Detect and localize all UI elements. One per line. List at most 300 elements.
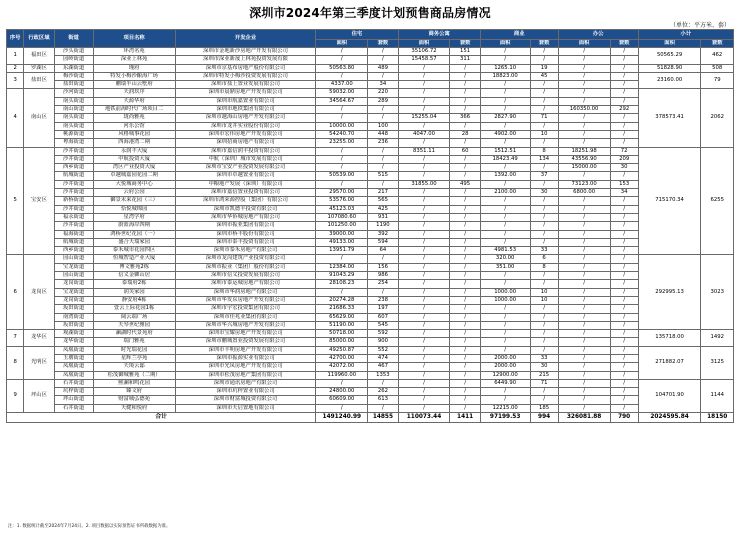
apt-area-cell: / <box>398 197 450 205</box>
res-area-cell: / <box>316 114 368 122</box>
res-units-cell: 545 <box>368 321 398 329</box>
com-units-cell: / <box>530 305 558 313</box>
developer-cell: 深圳市龙井实业股份有限公司 <box>175 122 316 130</box>
project-cell: 瑾府 <box>93 64 175 72</box>
off-units-cell: 153 <box>610 180 638 188</box>
apt-units-cell: 495 <box>450 180 480 188</box>
total-res-area: 1491240.99 <box>316 413 368 423</box>
total-apt-area: 110073.44 <box>398 413 450 423</box>
apt-units-cell: / <box>450 197 480 205</box>
col-res-area: 面积 <box>316 40 368 48</box>
col-com-units: 套数 <box>530 40 558 48</box>
res-units-cell: 392 <box>368 230 398 238</box>
com-units-cell: 134 <box>530 155 558 163</box>
developer-cell: 深圳市嘉信置业投资有限公司 <box>175 189 316 197</box>
res-units-cell: / <box>368 164 398 172</box>
street-cell: 南山街道 <box>54 106 93 114</box>
subtotal-area-cell: 50565.29 <box>638 48 701 65</box>
apt-area-cell: / <box>398 97 450 105</box>
project-cell: 鹏瑞半山云墅府 <box>93 81 175 89</box>
off-area-cell: / <box>558 172 610 180</box>
col-commercial: 商业 <box>480 30 558 40</box>
res-area-cell: 107080.60 <box>316 213 368 221</box>
table-row <box>7 155 734 163</box>
table-row <box>7 404 734 412</box>
apt-area-cell: / <box>398 296 450 304</box>
apt-area-cell: / <box>398 354 450 362</box>
apt-units-cell: / <box>450 388 480 396</box>
subtotal-units-cell: 3023 <box>701 255 734 330</box>
apt-area-cell: / <box>398 222 450 230</box>
res-units-cell: / <box>368 404 398 412</box>
seq-cell: 4 <box>7 89 24 147</box>
street-cell: 梅沙街道 <box>54 72 93 80</box>
off-area-cell: / <box>558 205 610 213</box>
com-area-cell: / <box>480 280 530 288</box>
off-units-cell: / <box>610 238 638 246</box>
off-units-cell: 209 <box>610 155 638 163</box>
apt-units-cell: / <box>450 238 480 246</box>
street-cell: 南湾街道 <box>54 313 93 321</box>
res-units-cell: 489 <box>368 64 398 72</box>
com-units-cell: / <box>530 89 558 97</box>
table-row <box>7 371 734 379</box>
district-cell: 盐田区 <box>24 72 54 89</box>
table-row <box>7 321 734 329</box>
table-row <box>7 313 734 321</box>
table-row <box>7 354 734 362</box>
com-units-cell: 10 <box>530 130 558 138</box>
project-cell: 天源华府 <box>93 97 175 105</box>
col-project: 项目名称 <box>93 30 175 48</box>
apt-area-cell: / <box>398 346 450 354</box>
subtotal-area-cell: 23160.00 <box>638 72 701 89</box>
off-area-cell: 73123.00 <box>558 180 610 188</box>
res-units-cell: 594 <box>368 238 398 246</box>
com-area-cell: / <box>480 305 530 313</box>
off-area-cell: / <box>558 255 610 263</box>
table-row <box>7 89 734 97</box>
res-units-cell: 931 <box>368 213 398 221</box>
com-units-cell: 30 <box>530 363 558 371</box>
apt-units-cell: / <box>450 363 480 371</box>
res-area-cell: / <box>316 48 368 56</box>
com-units-cell: / <box>530 48 558 56</box>
off-units-cell: / <box>610 81 638 89</box>
off-area-cell: / <box>558 56 610 64</box>
project-cell: 四海港湾二期 <box>93 139 175 147</box>
com-area-cell: / <box>480 89 530 97</box>
com-area-cell: 2000.00 <box>480 354 530 362</box>
project-cell: 星湾学府 <box>93 213 175 221</box>
developer-cell: 深圳市振业（集团）股份有限公司 <box>175 263 316 271</box>
com-area-cell: / <box>480 213 530 221</box>
com-area-cell: 2827.90 <box>480 114 530 122</box>
off-units-cell: / <box>610 363 638 371</box>
off-units-cell: / <box>610 72 638 80</box>
res-units-cell: 156 <box>368 263 398 271</box>
apt-area-cell: / <box>398 305 450 313</box>
developer-cell: 深圳市宝安产业投资发展有限公司 <box>175 164 316 172</box>
res-area-cell: 53576.00 <box>316 197 368 205</box>
col-seq: 序号 <box>7 30 24 48</box>
table-row <box>7 288 734 296</box>
com-units-cell: 185 <box>530 404 558 412</box>
res-units-cell: 515 <box>368 172 398 180</box>
apt-area-cell: / <box>398 213 450 221</box>
developer-cell: 深圳市龙岗建筑产业投资有限公司 <box>175 255 316 263</box>
street-cell: 园山街道 <box>54 272 93 280</box>
res-area-cell: 65629.00 <box>316 313 368 321</box>
apt-units-cell: / <box>450 280 480 288</box>
project-cell: 星辉兰亭苑 <box>93 354 175 362</box>
apt-units-cell: / <box>450 288 480 296</box>
res-units-cell: 34 <box>368 81 398 89</box>
com-area-cell: / <box>480 321 530 329</box>
res-units-cell: 254 <box>368 280 398 288</box>
apt-units-cell: / <box>450 313 480 321</box>
total-row <box>7 413 734 423</box>
total-label: 合计 <box>7 413 316 423</box>
res-units-cell: 1190 <box>368 222 398 230</box>
apt-units-cell: 311 <box>450 56 480 64</box>
developer-cell: 深圳市泰运城房地产有限公司 <box>175 280 316 288</box>
apt-area-cell: / <box>398 189 450 197</box>
res-units-cell: 217 <box>368 189 398 197</box>
off-area-cell: / <box>558 354 610 362</box>
apt-area-cell: / <box>398 288 450 296</box>
developer-cell: 深圳市松茂房地产集团有限公司 <box>175 371 316 379</box>
apt-area-cell: 31855.00 <box>398 180 450 188</box>
res-area-cell: / <box>316 255 368 263</box>
developer-cell: 深圳市宇宏投资集团有限公司 <box>175 305 316 313</box>
res-units-cell: / <box>368 288 398 296</box>
res-area-cell: 29570.00 <box>316 189 368 197</box>
table-row <box>7 255 734 263</box>
project-cell: 云府公园 <box>93 189 175 197</box>
off-area-cell: 6800.00 <box>558 189 610 197</box>
apt-units-cell: / <box>450 97 480 105</box>
developer-cell: 深圳市坑梓置业有限公司 <box>175 388 316 396</box>
apt-area-cell: 35106.72 <box>398 48 450 56</box>
table-row <box>7 106 734 114</box>
apt-units-cell: / <box>450 255 480 263</box>
res-units-cell: 565 <box>368 197 398 205</box>
com-area-cell: / <box>480 164 530 172</box>
off-units-cell: / <box>610 404 638 412</box>
res-area-cell: 85000.00 <box>316 338 368 346</box>
com-units-cell: / <box>530 97 558 105</box>
apt-units-cell: / <box>450 72 480 80</box>
apt-area-cell: / <box>398 263 450 271</box>
footnote: 注：1. 数据统计截至2024年7月24日。2. 项目数据以实际预售证书所载数据为准。 <box>8 524 171 529</box>
res-area-cell: / <box>316 147 368 155</box>
com-area-cell: 12215.00 <box>480 404 530 412</box>
apt-area-cell: / <box>398 313 450 321</box>
project-cell: 大悦城商务中心 <box>93 180 175 188</box>
project-cell: 地铁前海时代广场项目二 <box>93 106 175 114</box>
off-units-cell: 34 <box>610 189 638 197</box>
apt-units-cell: / <box>450 404 480 412</box>
com-area-cell: 2100.00 <box>480 189 530 197</box>
apt-units-cell: / <box>450 272 480 280</box>
street-cell: 新桥街道 <box>54 197 93 205</box>
project-cell: 风格城事花园 <box>93 130 175 138</box>
table-row <box>7 238 734 246</box>
street-cell: 园山街道 <box>54 255 93 263</box>
col-res-units: 套数 <box>368 40 398 48</box>
project-cell: 盛合天瑞家园 <box>93 238 175 246</box>
off-units-cell: / <box>610 296 638 304</box>
res-units-cell: 425 <box>368 205 398 213</box>
off-units-cell: / <box>610 346 638 354</box>
com-area-cell: / <box>480 330 530 338</box>
res-units-cell: 552 <box>368 346 398 354</box>
off-area-cell: / <box>558 97 610 105</box>
res-units-cell: / <box>368 106 398 114</box>
unit-label: （单位：平方米、套） <box>669 22 730 29</box>
apt-units-cell: / <box>450 81 480 89</box>
table-row <box>7 230 734 238</box>
com-units-cell: / <box>530 338 558 346</box>
developer-cell: 深圳市京基布房地产股份有限公司 <box>175 64 316 72</box>
res-area-cell: / <box>316 404 368 412</box>
off-area-cell: / <box>558 48 610 56</box>
developer-cell: 深圳市鸿荣源控股（集团）有限公司 <box>175 197 316 205</box>
developer-cell: 深圳市光凤房地产开发有限公司 <box>175 363 316 371</box>
com-units-cell: 33 <box>530 354 558 362</box>
project-cell: 河乐公馆 <box>93 122 175 130</box>
off-area-cell: / <box>558 230 610 238</box>
res-units-cell: 448 <box>368 130 398 138</box>
off-area-cell: / <box>558 81 610 89</box>
subtotal-units-cell: 508 <box>701 64 734 72</box>
subtotal-units-cell: 462 <box>701 48 734 65</box>
com-units-cell: 37 <box>530 172 558 180</box>
res-units-cell: 592 <box>368 330 398 338</box>
com-area-cell: / <box>480 180 530 188</box>
table-row <box>7 72 734 80</box>
com-units-cell: 8 <box>530 263 558 271</box>
off-area-cell: / <box>558 404 610 412</box>
com-units-cell: 10 <box>530 296 558 304</box>
com-area-cell: / <box>480 272 530 280</box>
table-row <box>7 388 734 396</box>
com-units-cell: 30 <box>530 189 558 197</box>
apt-area-cell: / <box>398 155 450 163</box>
off-area-cell: / <box>558 363 610 371</box>
res-area-cell: 45123.03 <box>316 205 368 213</box>
off-area-cell: 43556.90 <box>558 155 610 163</box>
street-cell: 龙华街道 <box>54 338 93 346</box>
developer-cell: 深圳市振亚集团有限公司 <box>175 222 316 230</box>
col-sum-area: 面积 <box>638 40 701 48</box>
com-units-cell: / <box>530 388 558 396</box>
res-area-cell: 34564.67 <box>316 97 368 105</box>
apt-area-cell: / <box>398 122 450 130</box>
developer-cell: 深圳市佳兆业集团有限公司 <box>175 313 316 321</box>
apt-area-cell: / <box>398 330 450 338</box>
project-cell: 天琴世纪雅园 <box>93 321 175 329</box>
off-area-cell: / <box>558 139 610 147</box>
com-area-cell: / <box>480 346 530 354</box>
col-com-area: 面积 <box>480 40 530 48</box>
com-area-cell: / <box>480 56 530 64</box>
table-row <box>7 81 734 89</box>
res-area-cell: 12384.00 <box>316 263 368 271</box>
off-area-cell: 18251.98 <box>558 147 610 155</box>
res-area-cell: 50718.00 <box>316 330 368 338</box>
res-area-cell: 49250.87 <box>316 346 368 354</box>
seq-cell: 9 <box>7 379 24 412</box>
table-row <box>7 130 734 138</box>
subtotal-area-cell: 271882.07 <box>638 346 701 379</box>
seq-cell: 3 <box>7 72 24 89</box>
table-row <box>7 338 734 346</box>
col-office: 办公 <box>558 30 638 40</box>
com-units-cell: / <box>530 346 558 354</box>
district-cell: 福田区 <box>24 48 54 65</box>
street-cell: 龙岗街道 <box>54 280 93 288</box>
apt-area-cell: 8351.11 <box>398 147 450 155</box>
res-units-cell: / <box>368 147 398 155</box>
res-units-cell: 197 <box>368 305 398 313</box>
com-area-cell: 1512.51 <box>480 147 530 155</box>
res-area-cell: 4337.00 <box>316 81 368 89</box>
apt-area-cell: / <box>398 72 450 80</box>
res-units-cell: 986 <box>368 272 398 280</box>
street-cell: 石井街道 <box>54 379 93 387</box>
res-area-cell: 13951.79 <box>316 247 368 255</box>
off-units-cell: / <box>610 371 638 379</box>
apt-units-cell: / <box>450 122 480 130</box>
com-area-cell: 320.00 <box>480 255 530 263</box>
com-units-cell: / <box>530 164 558 172</box>
project-cell: 财富城弘德苑 <box>93 396 175 404</box>
col-residential: 住宅 <box>316 30 398 40</box>
off-area-cell: / <box>558 396 610 404</box>
off-area-cell: / <box>558 197 610 205</box>
col-sum-units: 套数 <box>701 40 734 48</box>
total-off-area: 326081.88 <box>558 413 610 423</box>
apt-units-cell: / <box>450 296 480 304</box>
developer-cell: 深圳市振源实业有限公司 <box>175 354 316 362</box>
table-row <box>7 330 734 338</box>
district-cell: 龙华区 <box>24 330 54 347</box>
table-row <box>7 222 734 230</box>
apt-units-cell: / <box>450 230 480 238</box>
table-row <box>7 180 734 188</box>
apt-units-cell: / <box>450 205 480 213</box>
apt-units-cell: / <box>450 371 480 379</box>
project-cell: 御景未来花园（三） <box>93 197 175 205</box>
com-units-cell: / <box>530 321 558 329</box>
street-cell: 东湖街道 <box>54 64 93 72</box>
off-units-cell: / <box>610 56 638 64</box>
street-cell: 沙头街道 <box>54 48 93 56</box>
developer-cell: 深圳市天启置地有限公司 <box>175 404 316 412</box>
res-area-cell: 42700.00 <box>316 354 368 362</box>
res-units-cell: / <box>368 114 398 122</box>
apt-units-cell: / <box>450 164 480 172</box>
table-row <box>7 280 734 288</box>
district-cell: 龙岗区 <box>24 255 54 330</box>
project-cell: 深业上林苑 <box>93 56 175 64</box>
com-area-cell: / <box>480 139 530 147</box>
com-area-cell: / <box>480 388 530 396</box>
apt-area-cell: / <box>398 172 450 180</box>
com-area-cell: / <box>480 122 530 130</box>
apt-area-cell: / <box>398 247 450 255</box>
res-area-cell: 101250.00 <box>316 222 368 230</box>
total-com-units: 994 <box>530 413 558 423</box>
project-cell: 时光瑞花园 <box>93 346 175 354</box>
off-units-cell: / <box>610 247 638 255</box>
apt-units-cell: / <box>450 106 480 114</box>
com-area-cell: 6449.90 <box>480 379 530 387</box>
developer-cell: 深圳市深业新晟上林苑投资发展有限 <box>175 56 316 64</box>
subtotal-area-cell: 135718.00 <box>638 330 701 347</box>
res-units-cell: / <box>368 379 398 387</box>
subtotal-units-cell: 1492 <box>701 330 734 347</box>
col-developer: 开发企业 <box>175 30 316 48</box>
developer-cell: 深圳市越海山房地产开发有限公司 <box>175 114 316 122</box>
street-cell: 龙岗街道 <box>54 296 93 304</box>
res-units-cell: 262 <box>368 388 398 396</box>
table-row <box>7 189 734 197</box>
total-res-units: 14855 <box>368 413 398 423</box>
off-area-cell: / <box>558 130 610 138</box>
apt-units-cell: / <box>450 247 480 255</box>
apt-area-cell: / <box>398 388 450 396</box>
res-units-cell: / <box>368 155 398 163</box>
off-area-cell: / <box>558 114 610 122</box>
off-area-cell: / <box>558 371 610 379</box>
total-apt-units: 1411 <box>450 413 480 423</box>
res-area-cell: 21686.33 <box>316 305 368 313</box>
off-units-cell: / <box>610 263 638 271</box>
off-area-cell: / <box>558 247 610 255</box>
total-com-area: 97199.53 <box>480 413 530 423</box>
project-cell: 润芙家园 <box>93 288 175 296</box>
subtotal-area-cell: 51828.90 <box>638 64 701 72</box>
apt-area-cell: / <box>398 396 450 404</box>
res-area-cell: 50563.80 <box>316 64 368 72</box>
apt-units-cell: / <box>450 213 480 221</box>
apt-units-cell: / <box>450 330 480 338</box>
off-area-cell: / <box>558 321 610 329</box>
res-area-cell: / <box>316 180 368 188</box>
com-area-cell: / <box>480 338 530 346</box>
res-units-cell: 238 <box>368 296 398 304</box>
street-cell: 南头街道 <box>54 122 93 130</box>
apt-units-cell: 366 <box>450 114 480 122</box>
res-units-cell: 220 <box>368 89 398 97</box>
project-cell: 泰禾城市花园四区 <box>93 247 175 255</box>
street-cell: 盐田街道 <box>54 81 93 89</box>
off-area-cell: / <box>558 388 610 396</box>
apt-units-cell: / <box>450 172 480 180</box>
off-units-cell: / <box>610 197 638 205</box>
developer-cell: 中航（深圳）城市发展有限公司 <box>175 155 316 163</box>
com-area-cell: / <box>480 48 530 56</box>
com-area-cell: / <box>480 106 530 114</box>
table-row <box>7 164 734 172</box>
seq-cell: 5 <box>7 147 24 255</box>
apt-area-cell: / <box>398 106 450 114</box>
total-sum-units: 18150 <box>701 413 734 423</box>
com-units-cell: 19 <box>530 64 558 72</box>
